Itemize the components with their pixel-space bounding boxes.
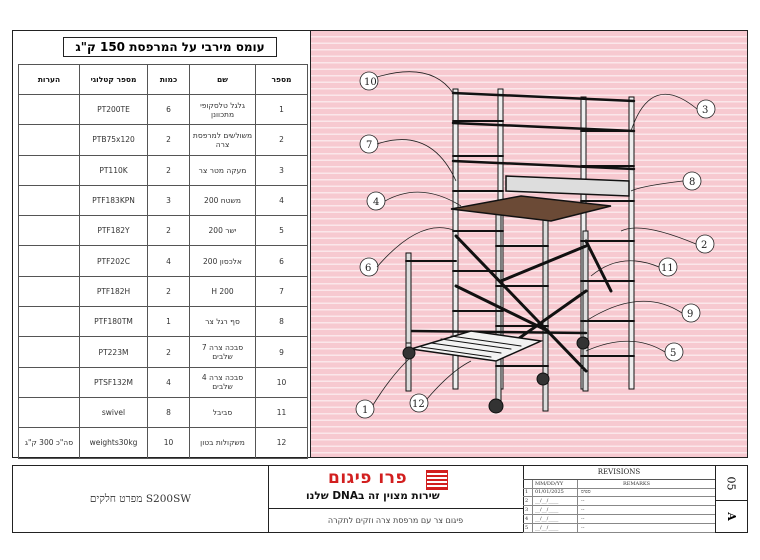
part-name: גלגל טלסקופי מתכוונן [190, 95, 256, 125]
part-quantity: 4 [148, 367, 190, 397]
table-row [19, 276, 308, 306]
revision-date: __/__/____ [535, 498, 559, 504]
revision-row [523, 524, 715, 533]
logo-stripes-icon [426, 470, 448, 490]
part-note [19, 125, 80, 155]
part-quantity: 8 [148, 397, 190, 427]
catalog-number: PT223M [80, 337, 148, 367]
revision-number: 1 [525, 489, 529, 495]
col-header-notes: הערות [19, 65, 80, 95]
callout-3 [631, 94, 715, 131]
table-row [19, 216, 308, 246]
revision-remark: -- [581, 516, 585, 522]
drawing-description: פיגום צר עם מרפסת צרה וזקים לתקרה [268, 508, 524, 532]
part-note [19, 95, 80, 125]
revision-date: __/__/____ [535, 507, 559, 513]
table-row [19, 337, 308, 367]
part-quantity: 2 [148, 216, 190, 246]
table-row [19, 367, 308, 397]
part-number: 11 [256, 397, 308, 427]
part-number: 9 [256, 337, 308, 367]
callout-12 [410, 361, 471, 412]
scaffold-drawing [311, 31, 747, 457]
catalog-number: PTF182H [80, 276, 148, 306]
table-row [19, 307, 308, 337]
revisions-title: REVISIONS [523, 466, 715, 480]
part-note [19, 185, 80, 215]
part-number: 7 [256, 276, 308, 306]
catalog-number: PTF180TM [80, 307, 148, 337]
table-row [19, 428, 308, 458]
table-row [19, 185, 308, 215]
svg-text:7: 7 [366, 140, 373, 151]
svg-text:5: 5 [670, 348, 677, 359]
table-row [19, 95, 308, 125]
svg-text:9: 9 [687, 309, 694, 320]
revision-date: __/__/____ [535, 516, 559, 522]
part-name: מעקה מטר צר [190, 155, 256, 185]
part-quantity: 2 [148, 337, 190, 367]
part-quantity: 2 [148, 125, 190, 155]
revision-number: 3 [525, 507, 529, 513]
callout-1 [356, 359, 409, 418]
company-tagline: שירות מצוין זה בDNA שלנו [306, 490, 440, 502]
part-number: 8 [256, 307, 308, 337]
part-number: 12 [256, 428, 308, 458]
revision-remark: -- [581, 507, 585, 513]
col-header-name: שם [190, 65, 256, 95]
table-row [19, 397, 308, 427]
part-note: סה"כ 300 ק"ג [19, 428, 80, 458]
col-header-qty: כמות [148, 65, 190, 95]
part-number: 6 [256, 246, 308, 276]
part-quantity: 6 [148, 95, 190, 125]
part-name: משקולות בטון [190, 428, 256, 458]
catalog-number: PTSF132M [80, 367, 148, 397]
callout-4 [367, 192, 461, 210]
part-note [19, 276, 80, 306]
catalog-number: PTB75x120 [80, 125, 148, 155]
part-quantity: 3 [148, 185, 190, 215]
sheet-number: 05 [715, 466, 747, 501]
upright-far-right [629, 97, 634, 389]
part-number: 10 [256, 367, 308, 397]
table-row [19, 125, 308, 155]
title-block [12, 465, 748, 533]
revision-date: 01/01/2025 [535, 489, 564, 495]
svg-text:11: 11 [661, 263, 674, 274]
revision-remark: -- [581, 498, 585, 504]
svg-text:12: 12 [412, 399, 425, 410]
svg-text:3: 3 [702, 105, 709, 116]
table-row [19, 155, 308, 185]
catalog-number: swivel [80, 397, 148, 427]
part-note [19, 155, 80, 185]
part-note [19, 307, 80, 337]
svg-text:4: 4 [373, 197, 380, 208]
part-quantity: 10 [148, 428, 190, 458]
balcony-toe-board [506, 176, 629, 196]
part-name: סבכה צרה 7 שלבים [190, 337, 256, 367]
revision-letter: A [724, 511, 738, 521]
revision-number: 4 [525, 516, 529, 522]
svg-text:2: 2 [701, 240, 708, 251]
part-quantity: 1 [148, 307, 190, 337]
part-name: סף רגל צר [190, 307, 256, 337]
company-logo-area [268, 466, 524, 509]
callout-8 [631, 172, 701, 191]
max-load-title: עומס מירבי על המרפסת 150 ק"ג [63, 37, 277, 57]
part-quantity: 2 [148, 276, 190, 306]
revision-number: 5 [525, 525, 529, 531]
revision-date: __/__/____ [535, 525, 559, 531]
sheet-info [715, 466, 747, 532]
catalog-number: weights30kg [80, 428, 148, 458]
company-logo-text: פרו פיגום [328, 468, 408, 488]
col-header-catalog: מספר קטלוגי [80, 65, 148, 95]
scaffold-illustration [311, 31, 747, 457]
svg-text:1: 1 [362, 405, 369, 416]
callout-9 [586, 301, 700, 322]
catalog-number: PT110K [80, 155, 148, 185]
upper-deck [451, 196, 611, 221]
revision-row [523, 488, 715, 497]
part-note [19, 367, 80, 397]
part-name: סביבל [190, 397, 256, 427]
part-note [19, 246, 80, 276]
revision-row [523, 497, 715, 506]
part-note [19, 397, 80, 427]
part-name: סבכה צרה 4 שלבים [190, 367, 256, 397]
svg-text:10: 10 [364, 77, 377, 88]
parts-table [18, 64, 308, 459]
catalog-number: PTF182Y [80, 216, 148, 246]
revision-row [523, 515, 715, 524]
revisions-header: MM/DD/YY REMARKS [523, 480, 715, 489]
svg-text:8: 8 [689, 177, 696, 188]
revision-remark: ספיס [581, 489, 591, 495]
part-name: משולשים למרפסת צרה [190, 125, 256, 155]
part-name: אלכסון 200 [190, 246, 256, 276]
callout-7 [360, 135, 456, 181]
part-name: משטח 200 [190, 185, 256, 215]
part-note [19, 216, 80, 246]
callout-2 [621, 228, 714, 253]
part-number: 4 [256, 185, 308, 215]
part-number: 2 [256, 125, 308, 155]
drawing-frame [12, 30, 748, 458]
revisions-block [523, 466, 716, 532]
part-name: ישר 200 [190, 216, 256, 246]
drawing-name: S200SW מפרט חלקים [13, 466, 269, 532]
revision-remark: -- [581, 525, 585, 531]
catalog-number: PT200TE [80, 95, 148, 125]
part-number: 3 [256, 155, 308, 185]
part-number: 5 [256, 216, 308, 246]
part-name: H 200 [190, 276, 256, 306]
part-quantity: 4 [148, 246, 190, 276]
part-number: 1 [256, 95, 308, 125]
part-quantity: 2 [148, 155, 190, 185]
revision-number: 2 [525, 498, 529, 504]
part-note [19, 337, 80, 367]
catalog-number: PTF202C [80, 246, 148, 276]
revision-row [523, 506, 715, 515]
table-row [19, 246, 308, 276]
catalog-number: PTF183KPN [80, 185, 148, 215]
svg-text:6: 6 [365, 263, 372, 274]
parts-list-panel [13, 31, 311, 457]
table-header-row [19, 65, 308, 95]
col-header-number: מספר [256, 65, 308, 95]
callout-10 [360, 72, 453, 93]
